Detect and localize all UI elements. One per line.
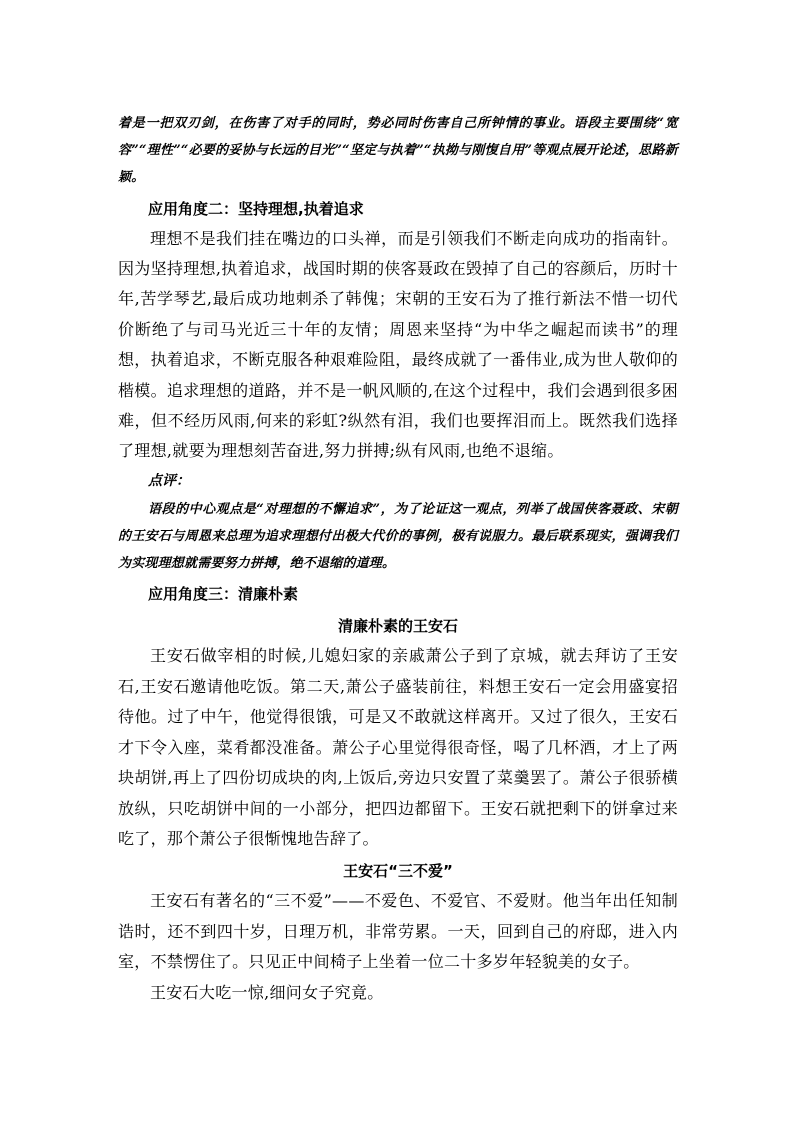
- section-heading-angle-three: 应用角度三：清廉朴素: [148, 585, 299, 604]
- comment-paragraph-continued: 着是一把双刃剑，在伤害了对手的同时，势必同时伤害自己所钟情的事业。语段主要围绕“宽容”“理性”“必要的妥协与长远的目光”“坚定与执着”“执拗与刚愎自用”等观点展开论述，思路新颖。: [118, 116, 678, 186]
- comment-paragraph-ideals: 语段的中心观点是“对理想的不懈追求”，为了论证这一观点，列举了战国侠客聂政、宋朝的王安石与周恩来总理为追求理想付出极大代价的事例，极有说服力。最后联系现实，强调我们为实现理想就需要努力拼搏，绝不退缩的道理。: [118, 501, 678, 572]
- section-heading-angle-two: 应用角度二：坚持理想,执着追求: [148, 199, 364, 218]
- story-title-frugal: 清廉朴素的王安石: [337, 617, 458, 636]
- body-paragraph-three-dislikes: 王安石有著名的“三不爱”——不爱色、不爱官、不爱财。他当年出任知制诰时，还不到四十岁，日理万机，非常劳累。一天，回到自己的府邸，进入内室，不禁愣住了。只见正中间椅子上坐着一位二十多岁年轻貌美的女子。: [118, 891, 678, 972]
- body-paragraph-story-frugal: 王安石做宰相的时候,儿媳妇家的亲戚萧公子到了京城，就去拜访了王安石,王安石邀请他吃饭。第二天,萧公子盛装前往，料想王安石一定会用盛宴招待他。过了中午，他觉得很饿，可是又不敢就这样离开。又过了很久，王安石才下令入座，菜肴都没准备。萧公子心里觉得很奇怪，喝了几杯酒，才上了两块胡饼,再上了四份切成块的肉,上饭后,旁边只安置了菜羹罢了。萧公子很骄横放纵，只吃胡饼中间的一小部分，把四边都留下。王安石就把剩下的饼拿过来吃了，那个萧公子很惭愧地告辞了。: [118, 646, 678, 848]
- story-title-three-dislikes: 王安石“三不爱”: [343, 862, 453, 881]
- document-content: [118, 110, 678, 1008]
- body-paragraph-ideals: 理想不是我们挂在嘴边的口头禅，而是引领我们不断走向成功的指南针。因为坚持理想,执着追求，战国时期的侠客聂政在毁掉了自己的容颜后，历时十年,苦学琴艺,最后成功地刺杀了韩傀；宋朝的王安石为了推行新法不惜一切代价断绝了与司马光近三十年的友情；周恩来坚持“为中华之崛起而读书”的理想，执着追求，不断克服各种艰难险阻，最终成就了一番伟业,成为世人敬仰的楷模。追求理想的道路，并不是一帆风顺的,在这个过程中，我们会遇到很多困难，但不经历风雨,何来的彩虹?纵然有泪，我们也要挥泪而上。既然我们选择了理想,就要为理想刻苦奋进,努力拼搏;纵有风雨,也绝不退缩。: [118, 228, 678, 461]
- comment-label: 点评：: [148, 472, 190, 489]
- body-paragraph-surprise: 王安石大吃一惊,细问女子究竟。: [150, 982, 384, 1002]
